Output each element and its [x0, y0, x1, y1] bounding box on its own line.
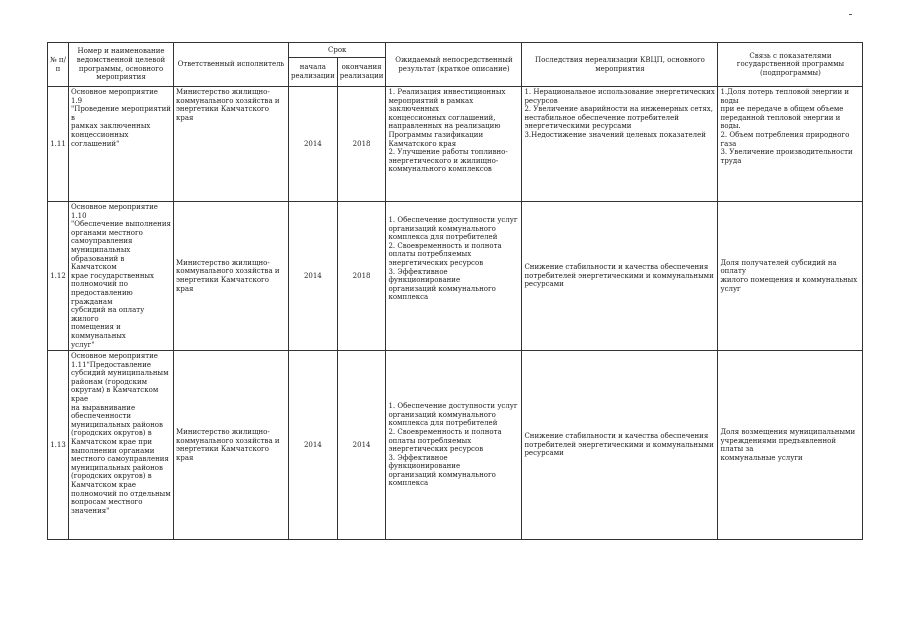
text-line: субсидий муниципальным	[71, 369, 169, 378]
text-line: полномочий по	[71, 280, 128, 289]
text-line: 2. Своевременность и полнота	[388, 241, 502, 250]
header-name: Номер и наименование ведомственной целевой программы, основного мероприятия	[69, 43, 174, 87]
text-line: направленных на реализацию	[388, 122, 501, 131]
text-line: 2. Улучшение работы топливно-	[388, 148, 508, 157]
text-line: 2. Объем потребления природного газа	[720, 130, 850, 148]
row-num: 1.11	[48, 87, 69, 202]
header-end: окончания реализации	[337, 58, 386, 87]
table-row	[48, 351, 863, 540]
text-line: концессионных соглашений"	[71, 130, 129, 148]
row-link	[718, 87, 863, 202]
text-line: Доля получателей субсидий на оплату	[720, 258, 837, 276]
text-line: 1.11"Предоставление	[71, 360, 152, 369]
row-name	[69, 351, 174, 540]
text-line: энергетики Камчатского края	[176, 445, 269, 462]
row-start-year: 2014	[289, 351, 338, 540]
text-line: энергетических ресурсов	[388, 258, 484, 267]
row-start-year: 2014	[289, 202, 338, 351]
row-name	[69, 87, 174, 202]
header-consequences: Последствия нереализации КВЦП, основного мероприятия	[522, 43, 718, 87]
program-table-sheet	[47, 42, 863, 540]
row-consequences	[522, 202, 718, 351]
text-line: организаций коммунального	[388, 470, 496, 479]
text-line: нестабильное обеспечение потребителей	[524, 113, 679, 122]
program-table	[47, 42, 863, 540]
text-line: Камчатского края	[388, 139, 457, 148]
text-line: Камчатском крае	[71, 481, 137, 489]
text-line: учреждениями предъявленной платы за	[720, 436, 837, 454]
text-line: 1. Обеспечение доступности услуг	[388, 216, 518, 224]
text-line: коммунального хозяйства и	[176, 267, 280, 276]
text-line: организаций коммунального	[388, 224, 496, 233]
table-row	[48, 202, 863, 351]
scan-mark	[849, 14, 852, 15]
text-line: помещения и коммунальных	[71, 323, 126, 340]
text-line: оплаты потребляемых	[388, 436, 472, 445]
text-line: субсидий на оплату жилого	[71, 306, 145, 323]
text-line: Доля возмещения муниципальными	[720, 427, 856, 436]
text-line: 1. Реализация инвестиционных	[388, 88, 506, 96]
row-consequences	[522, 351, 718, 540]
text-line: районам (городским	[71, 377, 148, 386]
text-line: комплекса	[388, 293, 429, 302]
text-line: ресурсами	[524, 449, 564, 458]
text-line: образований в Камчатском	[71, 254, 125, 272]
row-responsible	[174, 87, 289, 202]
text-line: 2. Своевременность и полнота	[388, 427, 502, 436]
text-line: услуг"	[71, 340, 95, 349]
text-line: коммунальные услуги	[720, 453, 803, 462]
text-line: энергетики Камчатского края	[176, 105, 269, 122]
text-line: Камчатском крае при	[71, 438, 153, 447]
text-line: предоставлению гражданам	[71, 288, 133, 306]
header-term: Срок	[289, 43, 386, 58]
text-line: коммунального комплексов	[388, 165, 492, 174]
row-consequences	[522, 87, 718, 202]
text-line: крае государственных	[71, 271, 155, 280]
text-line: "Проведение мероприятий в	[71, 105, 171, 122]
text-line: энергетики Камчатского края	[176, 276, 269, 293]
row-end-year: 2014	[337, 351, 386, 540]
text-line: (городских округов) в	[71, 429, 152, 438]
row-start-year: 2014	[289, 87, 338, 202]
text-line: потребителей энергетическими и коммунальными	[524, 271, 714, 280]
text-line: Министерство жилищно-	[176, 258, 270, 267]
text-line: коммунального хозяйства и	[176, 96, 280, 105]
text-line: значения"	[71, 506, 110, 515]
text-line: местного самоуправления	[71, 455, 169, 464]
header-link: Связь с показателями государственной программы (подпрограммы)	[718, 43, 863, 87]
text-line: вопросам местного	[71, 498, 143, 507]
text-line: 1. Обеспечение доступности услуг	[388, 402, 518, 411]
header-num: № п/п	[48, 43, 69, 87]
text-line: мероприятий в рамках заключенных	[388, 96, 474, 114]
text-line: жилого помещения и коммунальных	[720, 276, 858, 285]
text-line: органами местного	[71, 228, 143, 237]
text-line: 3. Увеличение производительности труда	[720, 148, 853, 165]
text-line: муниципальных районов	[71, 420, 163, 429]
row-num: 1.13	[48, 351, 69, 540]
text-line: Основное мероприятие 1.10	[71, 203, 158, 220]
text-line: ресурсами	[524, 280, 564, 289]
text-line: концессионных соглашений,	[388, 113, 496, 122]
row-num: 1.12	[48, 202, 69, 351]
text-line: выполнении органами	[71, 446, 155, 455]
text-line: самоуправления	[71, 237, 133, 246]
text-line: полномочий по отдельным	[71, 489, 171, 498]
header-result: Ожидаемый непосредственный результат (краткое описание)	[386, 43, 522, 87]
text-line: оплаты потребляемых	[388, 250, 472, 259]
text-line: Снижение стабильности и качества обеспечения	[524, 263, 709, 272]
text-line: комплекса для потребителей	[388, 419, 498, 428]
text-line: услуг	[720, 284, 741, 293]
text-line: 2. Увеличение аварийности на инженерных сетях,	[524, 105, 713, 114]
header-responsible: Ответственный исполнитель	[174, 43, 289, 87]
text-line: Основное мероприятие	[71, 352, 158, 361]
text-line: организаций коммунального	[388, 410, 496, 419]
text-line: Министерство жилищно-	[176, 427, 270, 436]
text-line: рамках заключенных	[71, 122, 151, 131]
row-result	[386, 202, 522, 351]
row-end-year: 2018	[337, 202, 386, 351]
row-end-year: 2018	[337, 87, 386, 202]
text-line: комплекса	[388, 479, 429, 488]
text-line: "Обеспечение выполнения	[71, 220, 171, 229]
text-line: 3. Эффективное функционирование	[388, 267, 461, 285]
row-name	[69, 202, 174, 351]
text-line: 1.Доля потерь тепловой энергии и воды	[720, 88, 850, 105]
text-line: энергетических ресурсов	[388, 445, 484, 454]
table-row	[48, 87, 863, 202]
text-line: комплекса для потребителей	[388, 233, 498, 242]
row-responsible	[174, 202, 289, 351]
text-line: энергетическими ресурсами	[524, 122, 632, 131]
text-line: энергетического и жилищно-	[388, 156, 499, 165]
text-line: Основное мероприятие 1.9	[71, 88, 158, 105]
row-link	[718, 202, 863, 351]
text-line: Министерство жилищно-	[176, 88, 270, 96]
text-line: округам) в Камчатском крае	[71, 386, 159, 404]
row-result	[386, 87, 522, 202]
row-result	[386, 351, 522, 540]
text-line: Снижение стабильности и качества обеспечения	[524, 432, 709, 441]
text-line: 1. Нерациональное использование энергетических	[524, 88, 715, 96]
text-line: 3. Эффективное функционирование	[388, 453, 461, 471]
header-start: начала реализации	[289, 58, 338, 87]
text-line: ресурсов	[524, 96, 558, 105]
text-line: муниципальных	[71, 245, 131, 254]
text-line: на выравнивание	[71, 403, 136, 412]
text-line: муниципальных районов	[71, 463, 163, 472]
text-line: потребителей энергетическими и коммунальными	[524, 440, 714, 449]
text-line: переданной тепловой энергии и воды.	[720, 113, 841, 131]
text-line: 3.Недостижение значений целевых показателей	[524, 130, 706, 139]
text-line: коммунального хозяйства и	[176, 436, 280, 445]
text-line: организаций коммунального	[388, 284, 496, 293]
row-responsible	[174, 351, 289, 540]
text-line: Программы газификации	[388, 130, 484, 139]
row-link	[718, 351, 863, 540]
text-line: (городских округов) в	[71, 472, 152, 481]
text-line: при ее передаче в общем объеме	[720, 105, 844, 114]
text-line: обеспеченности	[71, 412, 132, 421]
